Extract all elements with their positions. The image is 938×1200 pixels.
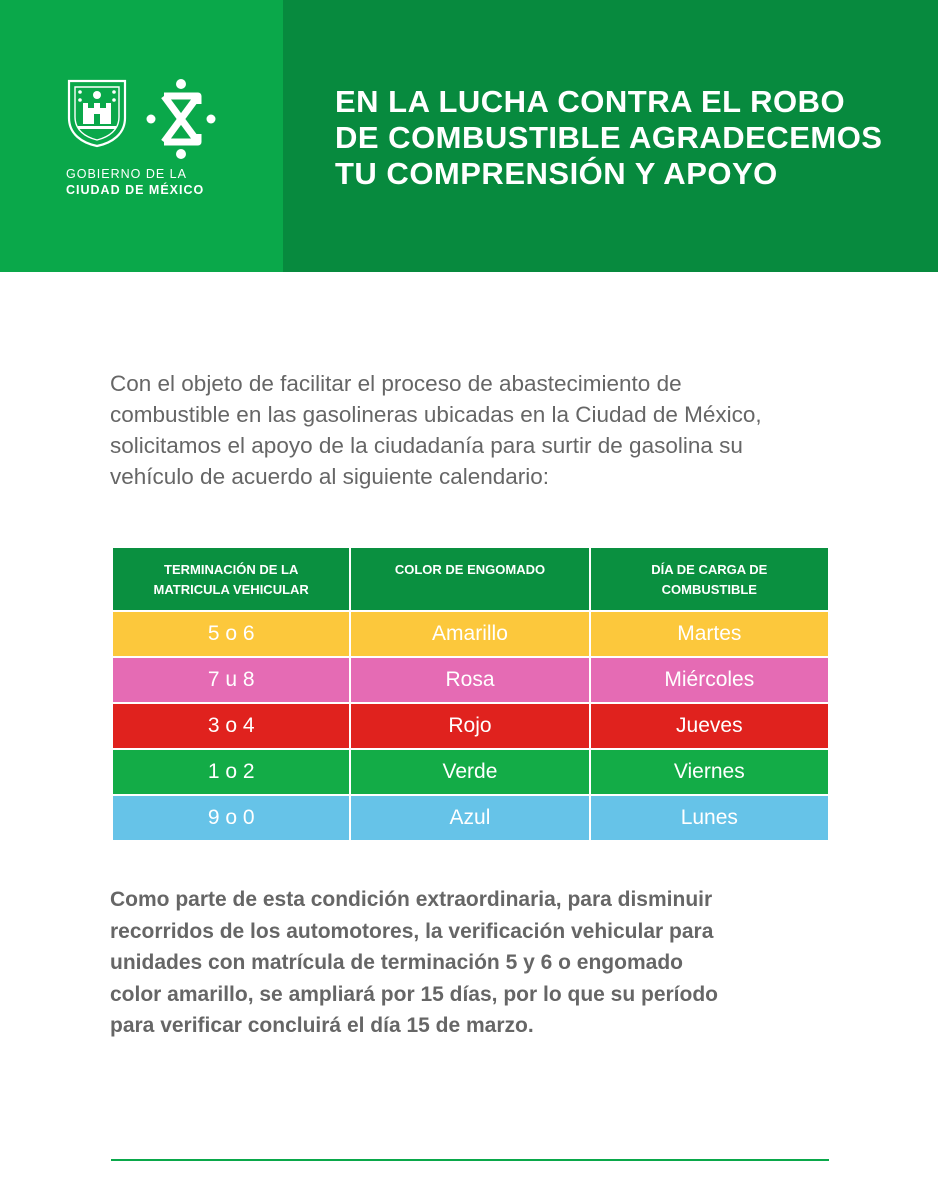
table-header-row [112,547,829,611]
headline-panel [283,0,938,272]
table-row [112,657,829,703]
color-cell: Azul [350,795,589,841]
logo-line-2: CIUDAD DE MÉXICO [66,183,205,197]
day-cell: Jueves [590,703,829,749]
plate-cell: 5 o 6 [112,611,350,657]
color-cell: Verde [350,749,589,795]
table-row [112,611,829,657]
closing-line: color amarillo, se ampliará por 15 días, por lo que su período [110,982,718,1006]
plate-cell: 1 o 2 [112,749,350,795]
government-logo [66,78,226,198]
header-banner [0,0,938,272]
footer-divider [111,1159,829,1161]
logo-panel [0,0,283,272]
day-cell: Miércoles [590,657,829,703]
closing-line: para verificar concluirá el día 15 de marzo. [110,1014,534,1037]
day-cell: Viernes [590,749,829,795]
color-cell: Rosa [350,657,589,703]
closing-paragraph [110,884,840,1042]
headline-line: EN LA LUCHA CONTRA EL ROBO [335,84,846,119]
closing-line: unidades con matrícula de terminación 5 y 6 o engomado [110,951,683,974]
table-row [112,795,829,841]
header-sticker-color: COLOR DE ENGOMADO [350,547,589,611]
logo-line-1: GOBIERNO DE LA [66,167,187,181]
header-plate-ending: TERMINACIÓN DE LA MATRICULA VEHICULAR [112,547,350,611]
intro-line: solicitamos el apoyo de la ciudadanía para surtir de gasolina su [110,433,743,458]
coat-of-arms-icon [66,78,128,148]
fuel-schedule-table [111,546,830,842]
plate-cell: 9 o 0 [112,795,350,841]
table-row [112,703,829,749]
headline [335,84,905,192]
intro-line: vehículo de acuerdo al siguiente calendario: [110,464,550,489]
cdmx-knot-icon [146,78,216,160]
headline-line: TU COMPRENSIÓN Y APOYO [335,156,778,191]
plate-cell: 3 o 4 [112,703,350,749]
color-cell: Amarillo [350,611,589,657]
closing-line: Como parte de esta condición extraordinaria, para disminuir [110,888,713,911]
intro-line: Con el objeto de facilitar el proceso de abastecimiento de [110,371,682,396]
header-fuel-day: DÍA DE CARGA DE COMBUSTIBLE [590,547,829,611]
intro-line: combustible en las gasolineras ubicadas en la Ciudad de México, [110,402,762,427]
intro-paragraph [110,368,830,492]
closing-line: recorridos de los automotores, la verificación vehicular para [110,919,714,943]
table-row [112,749,829,795]
color-cell: Rojo [350,703,589,749]
plate-cell: 7 u 8 [112,657,350,703]
day-cell: Lunes [590,795,829,841]
headline-line: DE COMBUSTIBLE AGRADECEMOS [335,120,883,155]
day-cell: Martes [590,611,829,657]
